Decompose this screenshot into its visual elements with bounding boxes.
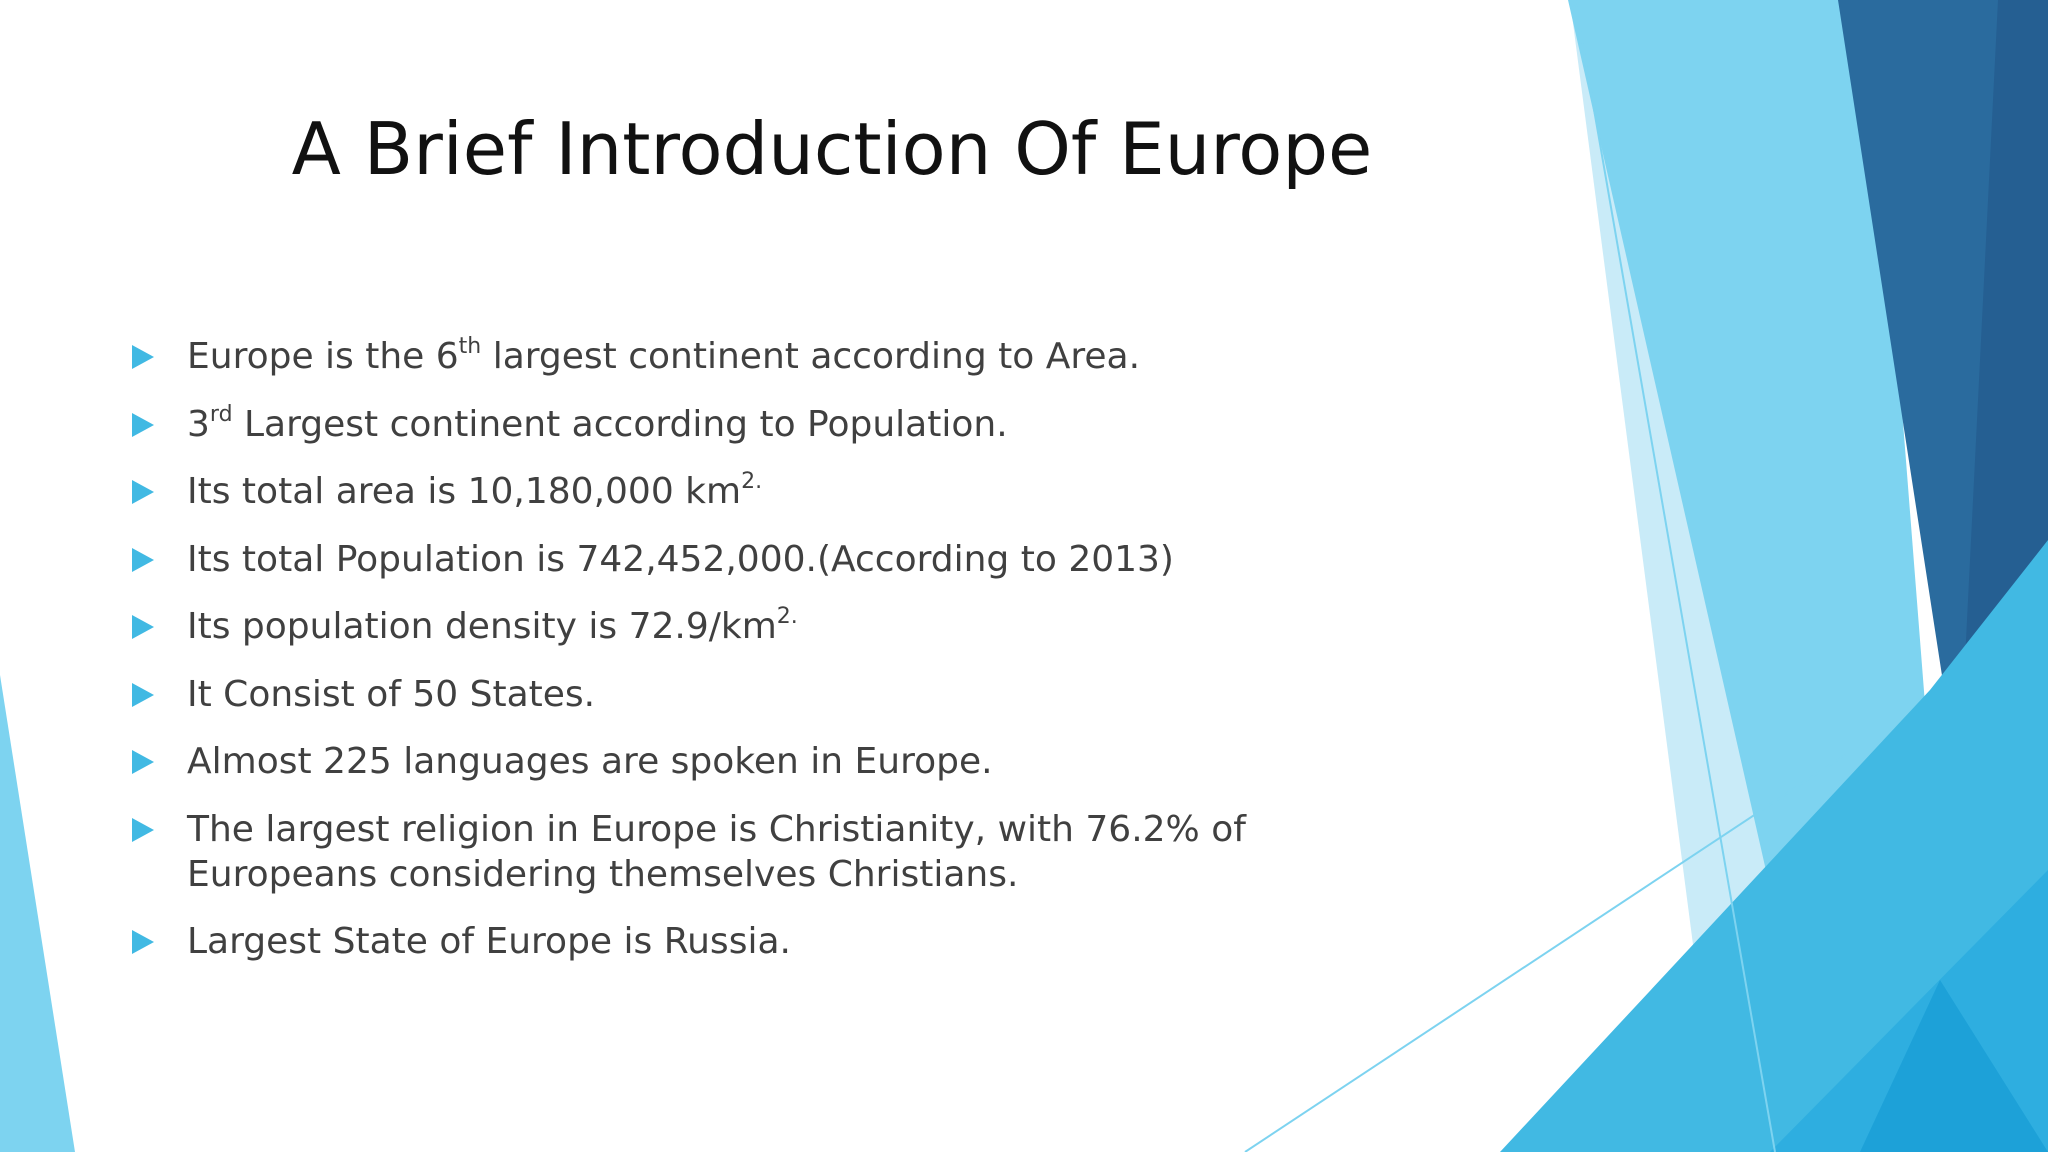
bullet-text: It Consist of 50 States. — [187, 673, 596, 715]
bullet-text: Its total Population is 742,452,000.(According to 2013) — [187, 538, 1174, 580]
bullet-superscript: th — [458, 334, 482, 359]
bullet-text: 3 — [187, 403, 210, 445]
bullet-text-continued: largest continent according to Area. — [481, 336, 1141, 377]
bullet-item-religion — [132, 807, 1432, 897]
bullet-arrow-icon — [132, 413, 154, 437]
bullet-item-population-rank — [132, 402, 1432, 447]
bullet-text: Its total area is 10,180,000 km — [187, 471, 742, 512]
bullet-item-total-area — [132, 469, 1432, 514]
bullet-arrow-icon — [132, 548, 154, 572]
bullet-arrow-icon — [132, 750, 154, 774]
slide-title: A Brief Introduction Of Europe — [291, 107, 1373, 191]
bullet-item-largest-state — [132, 919, 1432, 964]
bullet-text: Largest State of Europe is Russia. — [187, 921, 791, 962]
bullet-arrow-icon — [132, 818, 154, 842]
bullet-superscript: 2. — [741, 469, 763, 494]
bullet-text: Its population density is 72.9/km — [187, 606, 777, 647]
bullet-list — [132, 334, 1432, 987]
bullet-superscript: rd — [209, 401, 233, 427]
bullet-text: The largest religion in Europe is Christianity, with 76.2% of Europeans considering themselves Christians. — [187, 808, 1246, 895]
bullet-text: Europe is the 6 — [187, 336, 459, 377]
bullet-superscript: 2. — [776, 604, 798, 629]
bullet-arrow-icon — [132, 930, 154, 954]
bullet-arrow-icon — [132, 683, 154, 707]
bullet-arrow-icon — [132, 615, 154, 639]
bullet-text-continued: Largest continent according to Population. — [232, 403, 1008, 445]
bullet-item-area-rank — [132, 334, 1432, 379]
bullet-item-population-density — [132, 604, 1432, 649]
bullet-item-languages — [132, 739, 1432, 784]
bullet-item-states — [132, 672, 1432, 717]
bullet-text: Almost 225 languages are spoken in Europe. — [187, 741, 993, 782]
left-edge-shape — [0, 675, 75, 1152]
bullet-arrow-icon — [132, 480, 154, 504]
bullet-item-total-population — [132, 537, 1432, 582]
bullet-arrow-icon — [132, 345, 154, 369]
